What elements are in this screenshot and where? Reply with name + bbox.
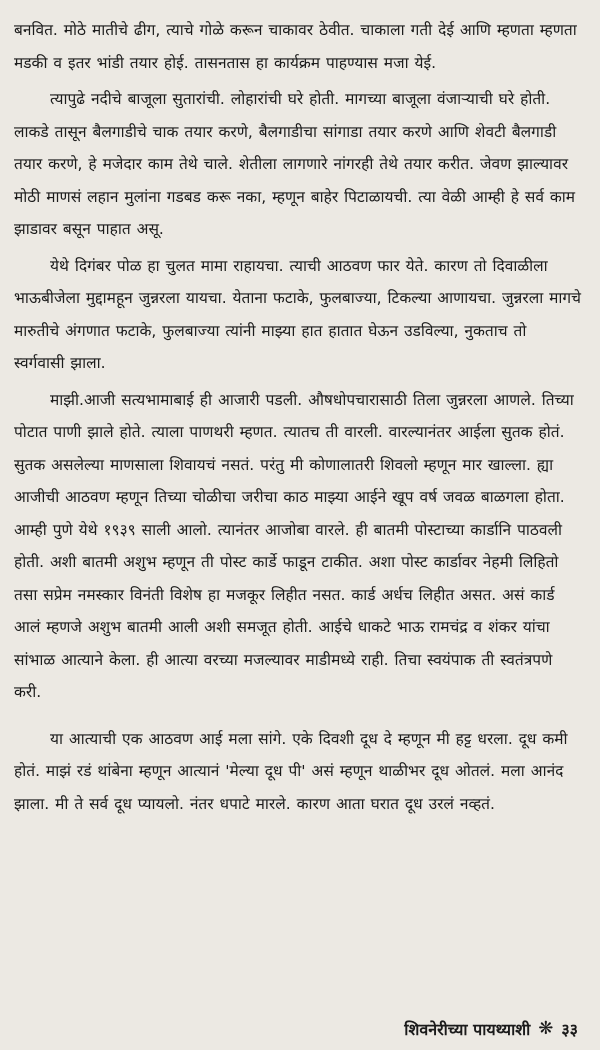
- ornament-icon: ❋: [538, 1018, 554, 1039]
- page-number: ३३: [561, 1020, 578, 1039]
- paragraph-4: माझी.आजी सत्यभामाबाई ही आजारी पडली. औषधोपचारासाठी तिला जुन्नरला आणले. तिच्या पोटात पाणी झाले होते. त्याला पाणथरी म्हणत. त्यातच ती वारली. वारल्यानंतर आईला सुतक होतं. सुतक असलेल्या माणसाला शिवायचं नसतं. परंतु मी कोणालातरी शिवलो म्हणून मार खाल्ला. ह्या आजीची आठवण म्हणून तिच्या चोळीचा जरीचा काठ माझ्या आईने खूप वर्ष जवळ बाळगला होता. आम्ही पुणे येथे १९३९ साली आलो. त्यानंतर आजोबा वारले. ही बातमी पोस्टाच्या कार्डानि पाठवली होती. अशी बातमी अशुभ म्हणून ती पोस्ट कार्डे फाडून टाकीत. अशा पोस्ट कार्डावर नेहमी लिहितो तसा सप्रेम नमस्कार विनंती विशेष हा मजकूर लिहीत नसत. कार्ड अर्धच लिहीत असत. असं कार्ड आलं म्हणजे अशुभ बातमी आली अशी समजूत होती. आईचे धाकटे भाऊ रामचंद्र व शंकर यांचा सांभाळ आत्याने केला. ही आत्या वरच्या मजल्यावर माडीमध्ये राही. तिचा स्वयंपाक ती स्वतंत्रपणे करी.: [14, 390, 574, 701]
- paragraph-1: बनवित. मोठे मातीचे ढीग, त्याचे गोळे करून चाकावर ठेवीत. चाकाला गती देई आणि म्हणता म्हणता मडकी व इतर भांडी तयार होई. तासनतास हा कार्यक्रम पाहण्यास मजा येई.: [14, 21, 577, 72]
- body-text: [14, 14, 582, 820]
- book-title: शिवनेरीच्या पायथ्याशी: [404, 1020, 531, 1039]
- page-footer: [404, 1018, 578, 1040]
- paragraph-2: त्यापुढे नदीचे बाजूला सुतारांची. लोहारांची घरे होती. मागच्या बाजूला वंजाऱ्याची घरे होती. लाकडे तासून बैलगाडीचे चाक तयार करणे, बैलगाडीचा सांगाडा तयार करणे आणि शेवटी बैलगाडी तयार करणे, हे मजेदार काम तेथे चाले. शेतीला लागणारे नांगरही तेथे तयार करीत. जेवण झाल्यावर मोठी माणसं लहान मुलांना गडबड करू नका, म्हणून बाहेर पिटाळायची. त्या वेळी आम्ही हे सर्व काम झाडावर बसून पाहात असू.: [14, 90, 576, 238]
- paragraph-3: येथे दिगंबर पोळ हा चुलत मामा राहायचा. त्याची आठवण फार येते. कारण तो दिवाळीला भाऊबीजेला मुद्दामहून जुन्नरला यायचा. येताना फटाके, फुलबाज्या, टिकल्या आणायचा. जुन्नरला मागचे मारुतीचे अंगणात फटाके, फुलबाज्या त्यांनी माझ्या हात हातात घेऊन उडविल्या, नुकताच तो स्वर्गवासी झाला.: [14, 256, 581, 372]
- paragraph-5: या आत्याची एक आठवण आई मला सांगे. एके दिवशी दूध दे म्हणून मी हट्ट धरला. दूध कमी होतं. माझं रडं थांबेना म्हणून आत्यानं 'मेल्या दूध पी' असं म्हणून थाळीभर दूध ओतलं. मला आनंद झाला. मी ते सर्व दूध प्यायलो. नंतर धपाटे मारले. कारण आता घरात दूध उरलं नव्हतं.: [14, 729, 568, 813]
